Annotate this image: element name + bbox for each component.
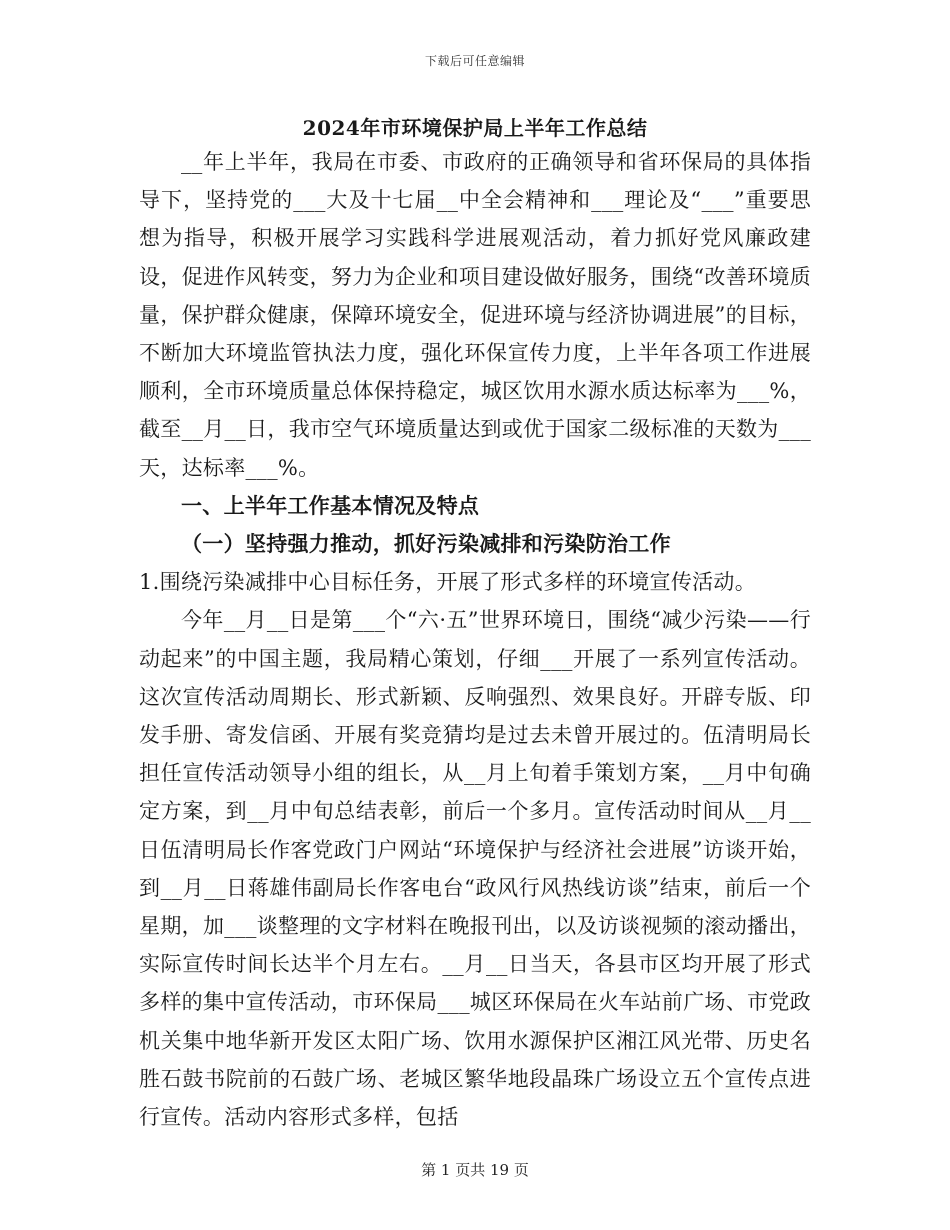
intro-paragraph: __年上半年，我局在市委、市政府的正确领导和省环保局的具体指导下，坚持党的___大及十七届__中全会精神和___理论及“___”重要思想为指导，积极开展学习实践科学进展观活动，着力抓好党风廉政建设，促进作风转变，努力为企业和项目建设做好服务，围绕“改善环境质量，保护群众健康，保障环境安全，促进环境与经济协调进展”的目标，不断加大环境监管执法力度，强化环保宣传力度，上半年各项工作进展顺利，全市环境质量总体保持稳定，城区饮用水源水质达标率为___%，截至__月__日，我市空气环境质量达到或优于国家二级标准的天数为___天，达标率___%。 (139, 150, 811, 480)
section-heading: 一、上半年工作基本情况及特点 (181, 492, 480, 518)
document-title: 2024年市环境保护局上半年工作总结 (302, 116, 648, 140)
item-heading: 1.围绕污染减排中心目标任务，开展了形式多样的环境宣传活动。 (139, 570, 757, 595)
subsection-heading: （一）坚持强力推动，抓好污染减排和污染防治工作 (181, 531, 671, 557)
page-header: 下载后可任意编辑 (424, 54, 525, 68)
body-paragraph: 今年__月__日是第___个“六·五”世界环境日，围绕“减少污染——行动起来”的中国主题，我局精心策划，仔细___开展了一系列宣传活动。这次宣传活动周期长、形式新颖、反响强烈、效果良好。开辟专版、印发手册、寄发信函、开展有奖竞猜均是过去未曾开展过的。伍清明局长担任宣传活动领导小组的组长，从__月上旬着手策划方案，__月中旬确定方案，到__月中旬总结表彰，前后一个多月。宣传活动时间从__月__日伍清明局长作客党政门户网站“环境保护与经济社会进展”访谈开始，到__月__日蒋雄伟副局长作客电台“政风行风热线访谈”结束，前后一个星期，加___谈整理的文字材料在晚报刊出，以及访谈视频的滚动播出，实际宣传时间长达半个月左右。__月__日当天，各县市区均开展了形式多样的集中宣传活动，市环保局___城区环保局在火车站前广场、市党政机关集中地华新开发区太阳广场、饮用水源保护区湘江风光带、历史名胜石鼓书院前的石鼓广场、老城区繁华地段晶珠广场设立五个宣传点进行宣传。活动内容形式多样，包括 (139, 608, 811, 1130)
page-footer: 第 1 页共 19 页 (421, 1161, 529, 1179)
document-body (139, 143, 811, 1136)
